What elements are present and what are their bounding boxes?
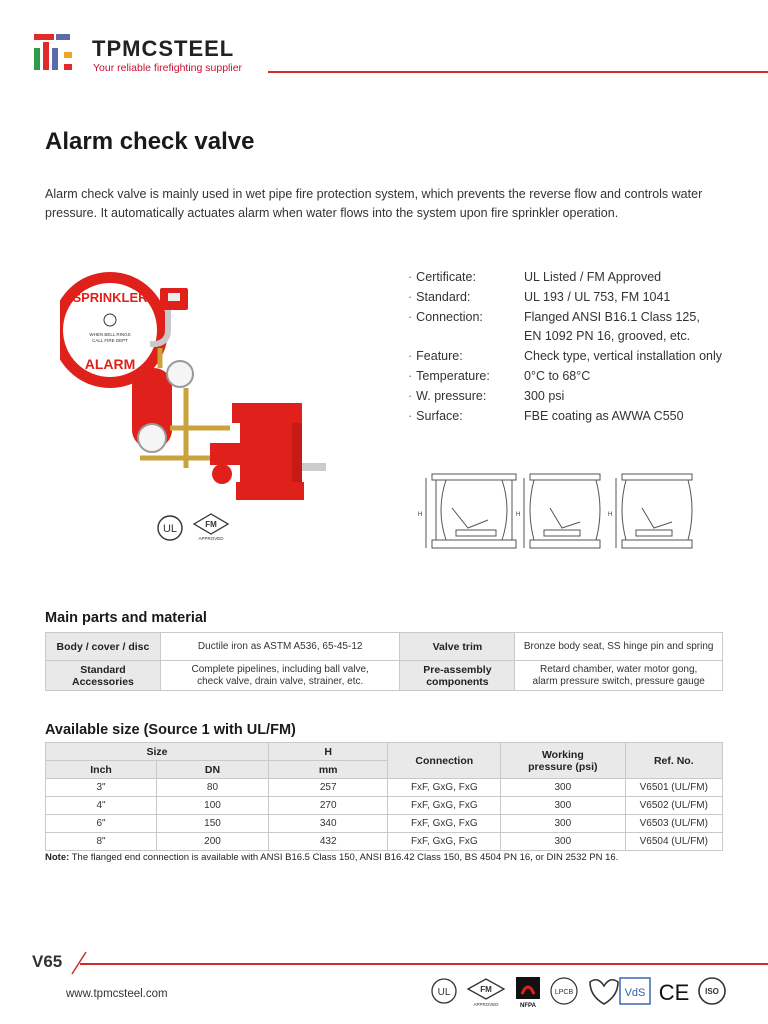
table-cell: 300 bbox=[501, 815, 626, 833]
certification-logos bbox=[430, 974, 730, 1008]
table-cell: 3" bbox=[46, 779, 157, 797]
spec-label: · Feature: bbox=[408, 347, 524, 367]
spec-value: 0°C to 68°C bbox=[524, 368, 591, 383]
gong-bottom-text: ALARM bbox=[84, 356, 136, 372]
ul-text: UL bbox=[162, 523, 178, 535]
ce-cert-icon bbox=[659, 980, 690, 1005]
brand-tagline: Your reliable firefighting supplier bbox=[93, 62, 243, 74]
table-row bbox=[46, 661, 723, 691]
cert-lpcb-text: LPCB bbox=[554, 989, 574, 996]
note-text: The flanged end connection is available with ANSI B16.5 Class 150, ANSI B16.42 Class 150, BS 4504 PN 16, or DIN 2532 PN 16. bbox=[69, 852, 619, 863]
table-cell: 300 bbox=[501, 779, 626, 797]
header-working-pressure: Working pressure (psi) bbox=[501, 743, 626, 779]
iso-cert-icon bbox=[699, 978, 725, 1004]
table-cell: Ductile iron as ASTM A536, 65-45-12 bbox=[160, 633, 400, 661]
table-cell: 8" bbox=[46, 833, 157, 851]
header-h: H bbox=[268, 743, 388, 761]
fm-cert-icon bbox=[468, 979, 504, 1007]
table-cell: 270 bbox=[268, 797, 388, 815]
fm-approved-icon bbox=[190, 512, 232, 542]
ul-listed-icon bbox=[154, 512, 186, 544]
table-cell: Standard Accessories bbox=[46, 661, 161, 691]
gong-small-line1: WHEN BELL RINGS bbox=[89, 332, 131, 337]
table-row bbox=[46, 797, 723, 815]
header-dn: DN bbox=[157, 761, 269, 779]
cert-ul-text: UL bbox=[437, 987, 451, 998]
spec-value: Check type, vertical installation only bbox=[524, 349, 723, 364]
header-mm: mm bbox=[268, 761, 388, 779]
table-cell: 150 bbox=[157, 815, 269, 833]
table-cell: 257 bbox=[268, 779, 388, 797]
website-link[interactable]: www.tpmcsteel.com bbox=[66, 988, 168, 1000]
table-cell: Valve trim bbox=[400, 633, 515, 661]
table-cell: V6501 (UL/FM) bbox=[625, 779, 722, 797]
spec-list bbox=[408, 268, 748, 426]
cert-vds-text: VdS bbox=[624, 987, 646, 999]
gong-small-line2: CALL FIRE DEPT bbox=[92, 338, 128, 343]
table-cell: V6504 (UL/FM) bbox=[625, 833, 722, 851]
table-cell: 200 bbox=[157, 833, 269, 851]
table-cell: FxF, GxG, FxG bbox=[388, 833, 501, 851]
table-row bbox=[46, 633, 723, 661]
table-cell: 100 bbox=[157, 797, 269, 815]
cert-iso-text: ISO bbox=[705, 987, 719, 996]
spec-value: 300 psi bbox=[524, 388, 565, 403]
sizes-section-title: Available size (Source 1 with UL/FM) bbox=[45, 722, 296, 738]
gong-top-text: SPRINKLER bbox=[72, 290, 148, 305]
drawing-front-view bbox=[426, 474, 516, 548]
table-cell: 4" bbox=[46, 797, 157, 815]
spec-row bbox=[408, 407, 748, 427]
spec-value: UL 193 / UL 753, FM 1041 bbox=[524, 289, 671, 304]
table-cell: 300 bbox=[501, 797, 626, 815]
cert-fm-sub-text: APPROVED bbox=[473, 1002, 499, 1007]
drawing-h-label-2: H bbox=[516, 512, 521, 518]
table-cell: Body / cover / disc bbox=[46, 633, 161, 661]
sizes-note bbox=[45, 852, 618, 863]
table-cell: Retard chamber, water motor gong, alarm pressure switch, pressure gauge bbox=[515, 661, 723, 691]
spec-row bbox=[408, 268, 748, 288]
cert-nfpa-text: NFPA bbox=[520, 1003, 536, 1008]
table-cell: 300 bbox=[501, 833, 626, 851]
spec-row bbox=[408, 367, 748, 387]
spec-value: Flanged ANSI B16.1 Class 125, EN 1092 PN 16, grooved, etc. bbox=[524, 309, 700, 344]
parts-table bbox=[45, 632, 723, 691]
note-label: Note: bbox=[45, 852, 70, 863]
table-row bbox=[46, 815, 723, 833]
brand-name: TPMCSTEEL bbox=[92, 36, 235, 61]
table-header-row bbox=[46, 743, 723, 761]
drawing-side-view bbox=[524, 474, 600, 548]
ul-cert-icon bbox=[432, 979, 456, 1003]
spec-row bbox=[408, 347, 748, 367]
table-cell: V6503 (UL/FM) bbox=[625, 815, 722, 833]
table-cell: Bronze body seat, SS hinge pin and spring bbox=[515, 633, 723, 661]
cert-fm-text: FM bbox=[480, 985, 492, 994]
spec-row bbox=[408, 288, 748, 308]
table-cell: Pre-assembly components bbox=[400, 661, 515, 691]
header-size: Size bbox=[46, 743, 269, 761]
table-cell: V6502 (UL/FM) bbox=[625, 797, 722, 815]
tpmcsteel-logo-icon bbox=[34, 34, 76, 74]
table-cell: 6" bbox=[46, 815, 157, 833]
spec-label: · W. pressure: bbox=[408, 387, 524, 407]
header-connection: Connection bbox=[388, 743, 501, 779]
table-cell: FxF, GxG, FxG bbox=[388, 797, 501, 815]
spec-label: · Certificate: bbox=[408, 268, 524, 288]
footer-divider bbox=[80, 963, 768, 965]
spec-label: · Connection: bbox=[408, 308, 524, 348]
table-row bbox=[46, 833, 723, 851]
fm-sub-text: APPROVED bbox=[198, 536, 224, 541]
technical-drawings bbox=[412, 468, 722, 558]
fm-text: FM bbox=[205, 520, 217, 529]
spec-label: · Temperature: bbox=[408, 367, 524, 387]
header-divider bbox=[268, 71, 768, 73]
spec-value: FBE coating as AWWA C550 bbox=[524, 408, 684, 423]
table-cell: 432 bbox=[268, 833, 388, 851]
intro-paragraph: Alarm check valve is mainly used in wet pipe fire protection system, which prevents the reverse flow and controls water pressure. It automatically actuates alarm when water flows into the system upon fire sprinkler operation. bbox=[45, 187, 703, 220]
spec-label: · Surface: bbox=[408, 407, 524, 427]
table-cell: FxF, GxG, FxG bbox=[388, 779, 501, 797]
lpcb-cert-icon bbox=[551, 978, 577, 1004]
drawing-grooved-view bbox=[616, 474, 692, 548]
table-row bbox=[46, 779, 723, 797]
drawing-h-label-1: H bbox=[418, 512, 423, 518]
header-ref: Ref. No. bbox=[625, 743, 722, 779]
sizes-table bbox=[45, 742, 723, 851]
nfpa-cert-icon bbox=[516, 977, 540, 1008]
page-title: Alarm check valve bbox=[45, 128, 255, 155]
header-inch: Inch bbox=[46, 761, 157, 779]
table-cell: 340 bbox=[268, 815, 388, 833]
spec-label: · Standard: bbox=[408, 288, 524, 308]
drawing-h-label-3: H bbox=[608, 512, 613, 518]
parts-section-title: Main parts and material bbox=[45, 610, 207, 626]
alarm-check-valve-image bbox=[60, 268, 340, 508]
kitemark-cert-icon bbox=[590, 980, 618, 1004]
table-cell: Complete pipelines, including ball valve, check valve, drain valve, strainer, etc. bbox=[160, 661, 400, 691]
spec-row bbox=[408, 308, 748, 348]
table-cell: FxF, GxG, FxG bbox=[388, 815, 501, 833]
table-cell: 80 bbox=[157, 779, 269, 797]
vds-cert-icon bbox=[620, 978, 650, 1004]
cert-ce-text: CE bbox=[658, 980, 690, 1005]
page-number: V65 bbox=[32, 952, 63, 971]
spec-row bbox=[408, 387, 748, 407]
spec-value: UL Listed / FM Approved bbox=[524, 270, 662, 284]
